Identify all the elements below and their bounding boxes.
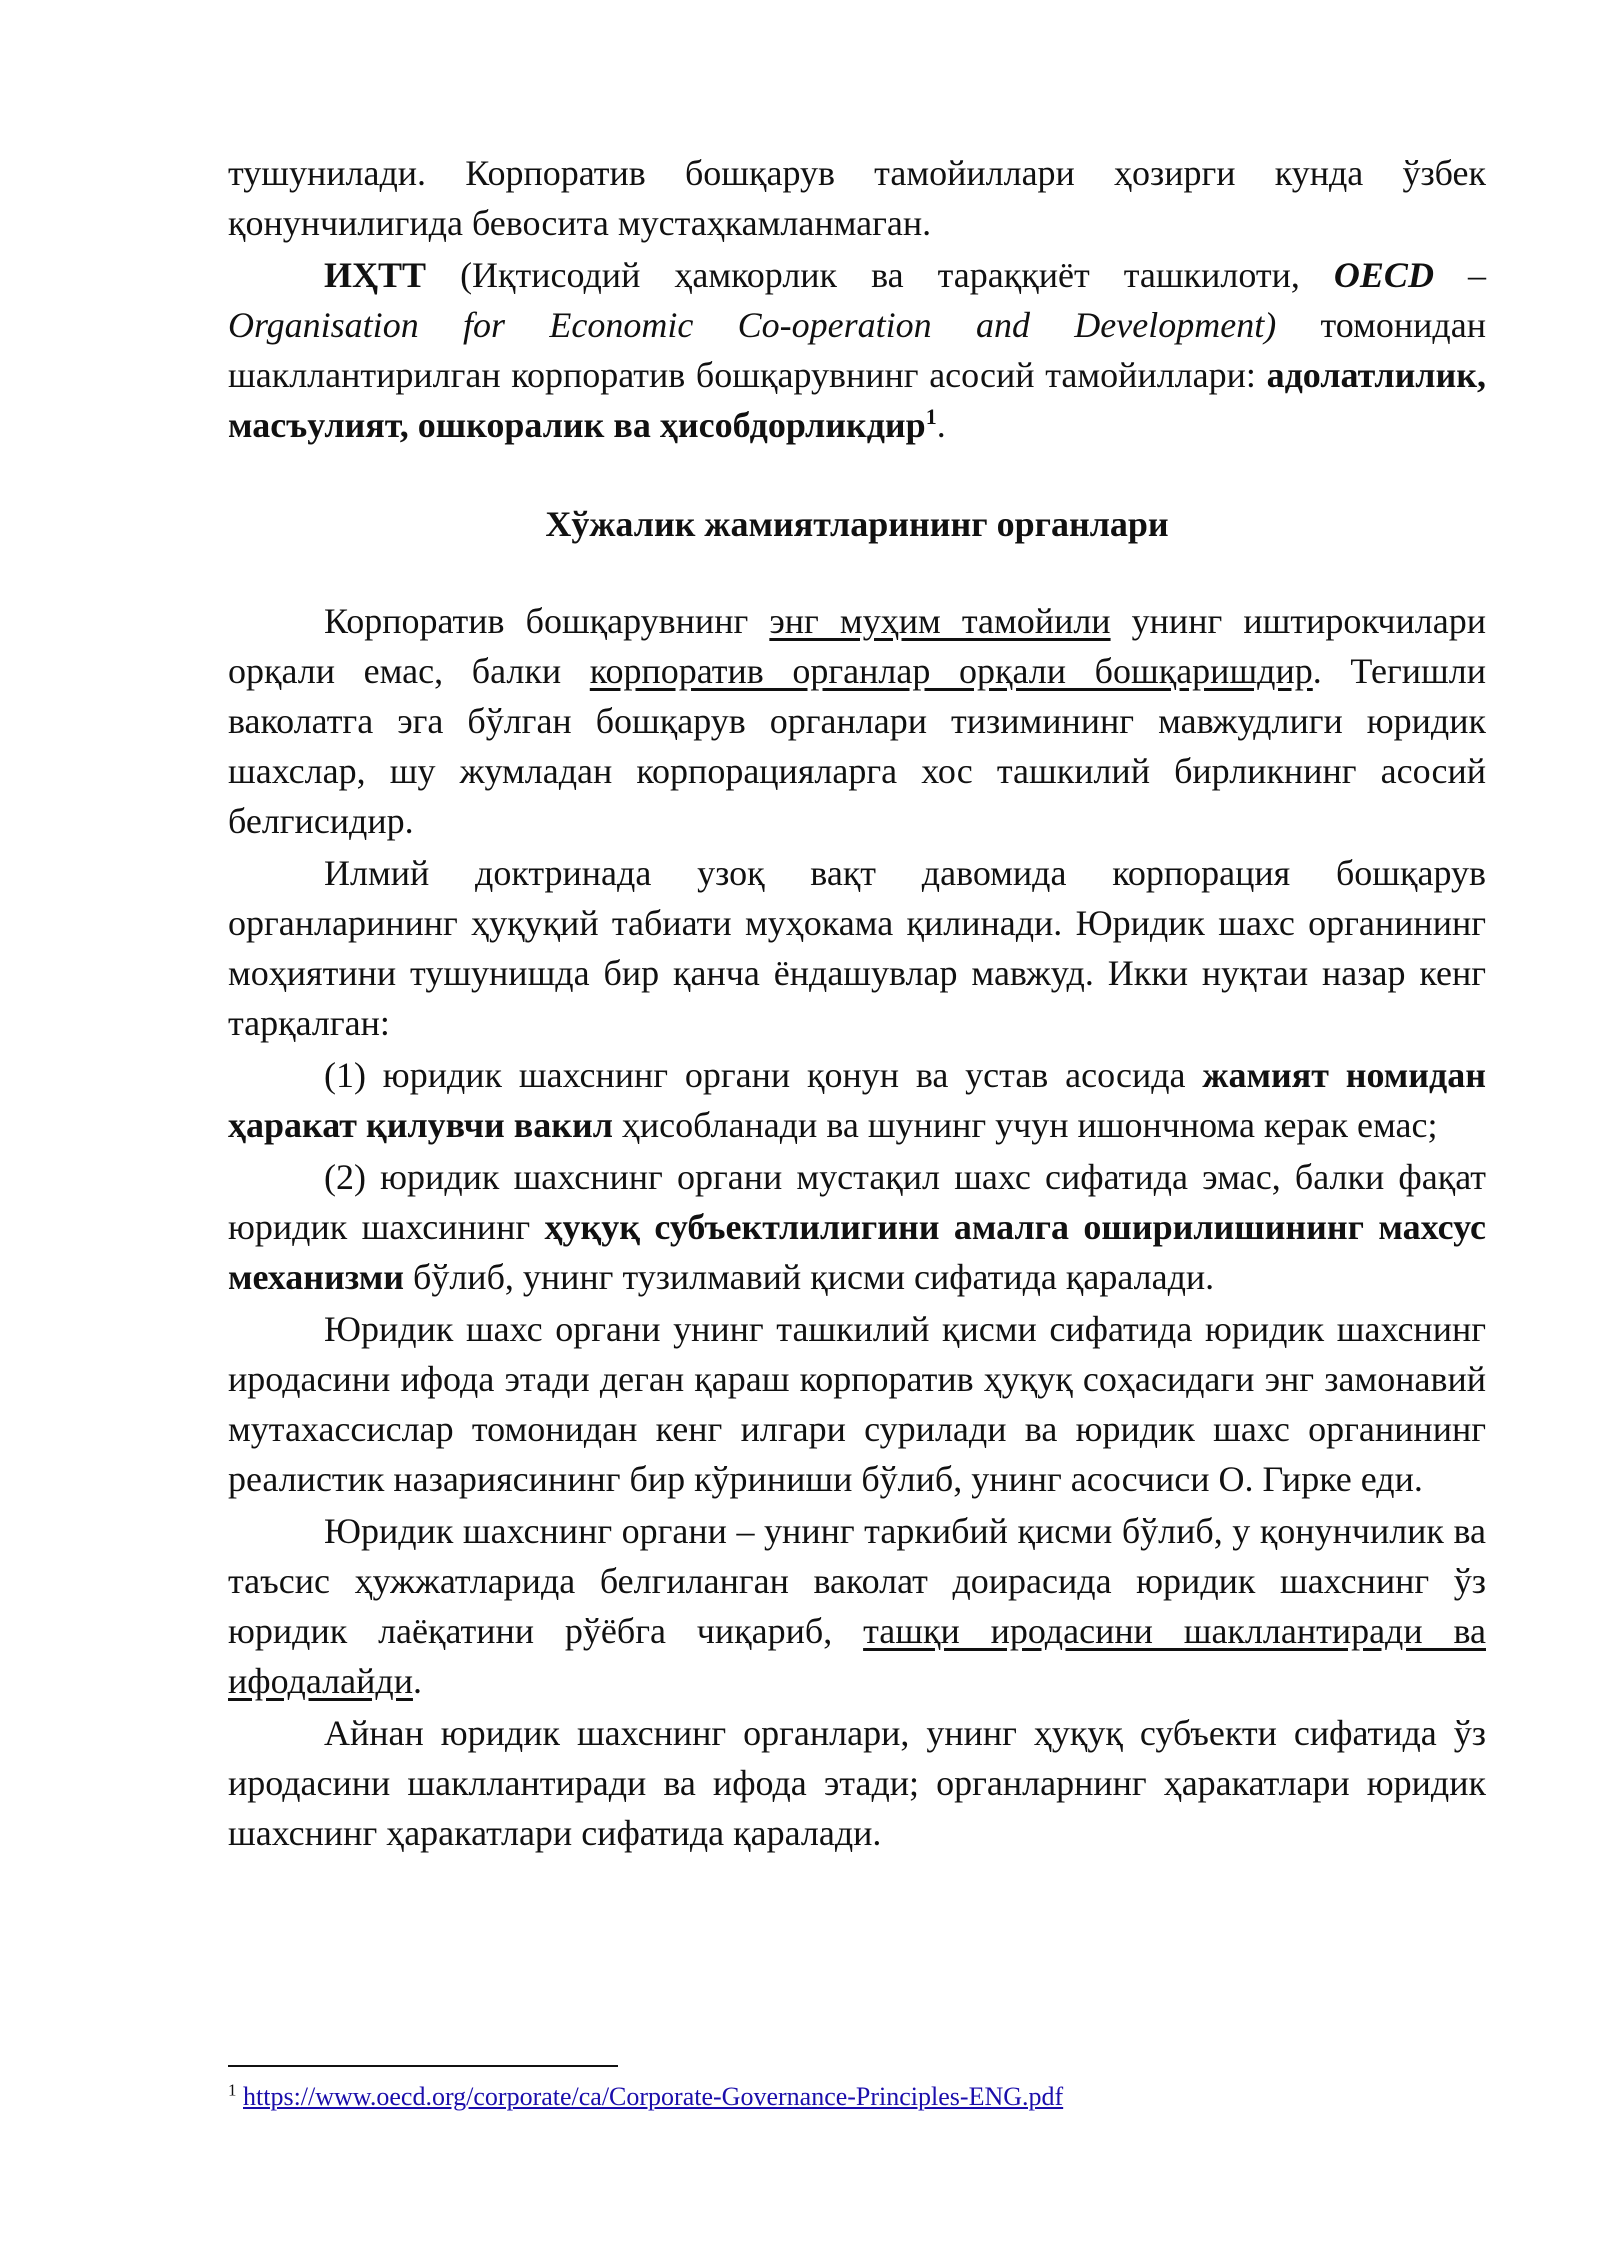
paragraph-3 xyxy=(228,596,1486,846)
paragraph-6 xyxy=(228,1152,1486,1302)
section-heading: Хўжалик жамиятларининг органлари xyxy=(545,504,1169,544)
oecd-full-name: Organisation for Economic Co-operation and Development) xyxy=(228,305,1277,345)
p3-text-1: Корпоратив бошқарувнинг xyxy=(324,601,770,641)
paragraph-1 xyxy=(228,148,1486,248)
footnote-reference[interactable]: 1 xyxy=(925,404,937,429)
paragraph-9 xyxy=(228,1708,1486,1858)
p5-text-2: ҳисобланади ва шунинг учун ишончнома керак емас; xyxy=(612,1105,1438,1145)
document-page xyxy=(228,148,1486,1860)
p5-bold: жамият номидан ҳаракат қилувчи вакил xyxy=(228,1055,1486,1145)
p3-text-3: . Тегишли ваколатга эга бўлган бошқарув органлари тизимининг мавжудлиги юридик шахслар, шу жумладан корпорацияларга хос ташкилий бирликнинг асосий белгисидир. xyxy=(228,651,1486,841)
p6-text-2: бўлиб, унинг тузилмавий қисми сифатида қаралади. xyxy=(404,1257,1215,1297)
oecd-acronym: OECD xyxy=(1333,255,1434,295)
p3-underlined-2: корпоратив органлар орқали бошқаришдир xyxy=(589,651,1313,691)
paragraph-5 xyxy=(228,1050,1486,1150)
oecd-principles: адолатлилик, масъулият, ошкоралик ва ҳисобдорликдир xyxy=(228,355,1486,445)
p9-text: Айнан юридик шахснинг органлари, унинг ҳуқуқ субъекти сифатида ўз иродасини шакллантиради ва ифода этади; органларнинг ҳаракатлари юридик шахснинг ҳаракатлари сифатида қаралади. xyxy=(228,1713,1486,1853)
p8-text-1: Юридик шахснинг органи – унинг таркибий қисми бўлиб, у қонунчилик ва таъсис ҳужжатларида белгиланган ваколат доирасида юридик шахснинг ўз юридик лаёқатини рўёбга чиқариб, xyxy=(228,1511,1486,1651)
footnote-link[interactable]: https://www.oecd.org/corporate/ca/Corporate-Governance-Principles-ENG.pdf xyxy=(243,2082,1064,2111)
p6-text-1: (2) юридик шахснинг органи мустақил шахс сифатида эмас, балки фақат юридик шахсининг xyxy=(228,1157,1486,1247)
oecd-dash: – xyxy=(1433,255,1486,295)
oecd-abbreviation: ИҲТТ xyxy=(324,255,427,295)
p3-underlined-1: энг муҳим тамойили xyxy=(769,601,1111,641)
footnote-separator xyxy=(228,2065,618,2067)
oecd-text-2: томонидан шакллантирилган корпоратив бошқарувнинг асосий тамойиллари: xyxy=(228,305,1486,395)
paragraph-8 xyxy=(228,1506,1486,1706)
paragraph-4 xyxy=(228,848,1486,1048)
p8-underlined: ташқи иродасини шакллантиради ва ифодалайди xyxy=(228,1611,1486,1701)
oecd-text-1: (Иқтисодий ҳамкорлик ва тараққиёт ташкилоти, xyxy=(426,255,1334,295)
paragraph-7 xyxy=(228,1304,1486,1504)
paragraph-1-text: тушунилади. Корпоратив бошқарув тамойиллари ҳозирги кунда ўзбек қонунчилигида бевосита мустаҳкамланмаган. xyxy=(228,153,1486,243)
p4-text: Илмий доктринада узоқ вақт давомида корпорация бошқарув органларининг ҳуқуқий табиати муҳокама қилинади. Юридик шахс органининг моҳиятини тушунишда бир қанча ёндашувлар мавжуд. Икки нуқтаи назар кенг тарқалган: xyxy=(228,853,1486,1043)
p3-text-2: унинг иштирокчилари орқали емас, балки xyxy=(228,601,1486,691)
oecd-end: . xyxy=(936,405,946,445)
p7-text: Юридик шахс органи унинг ташкилий қисми сифатида юридик шахснинг иродасини ифода этади деган қараш корпоратив ҳуқуқ соҳасидаги энг замонавий мутахассислар томонидан кенг илгари сурилади ва юридик шахс органининг реалистик назариясининг бир кўриниши бўлиб, унинг асосчиси О. Гирке еди. xyxy=(228,1309,1486,1499)
paragraph-oecd xyxy=(228,250,1486,450)
p5-text-1: (1) юридик шахснинг органи қонун ва устав асосида xyxy=(324,1055,1203,1095)
footnote xyxy=(228,2080,1063,2114)
p6-bold: ҳуқуқ субъектлилигини амалга оширилишининг махсус механизми xyxy=(228,1207,1486,1297)
footnote-number: 1 xyxy=(228,2080,237,2100)
p8-end: . xyxy=(412,1661,422,1701)
